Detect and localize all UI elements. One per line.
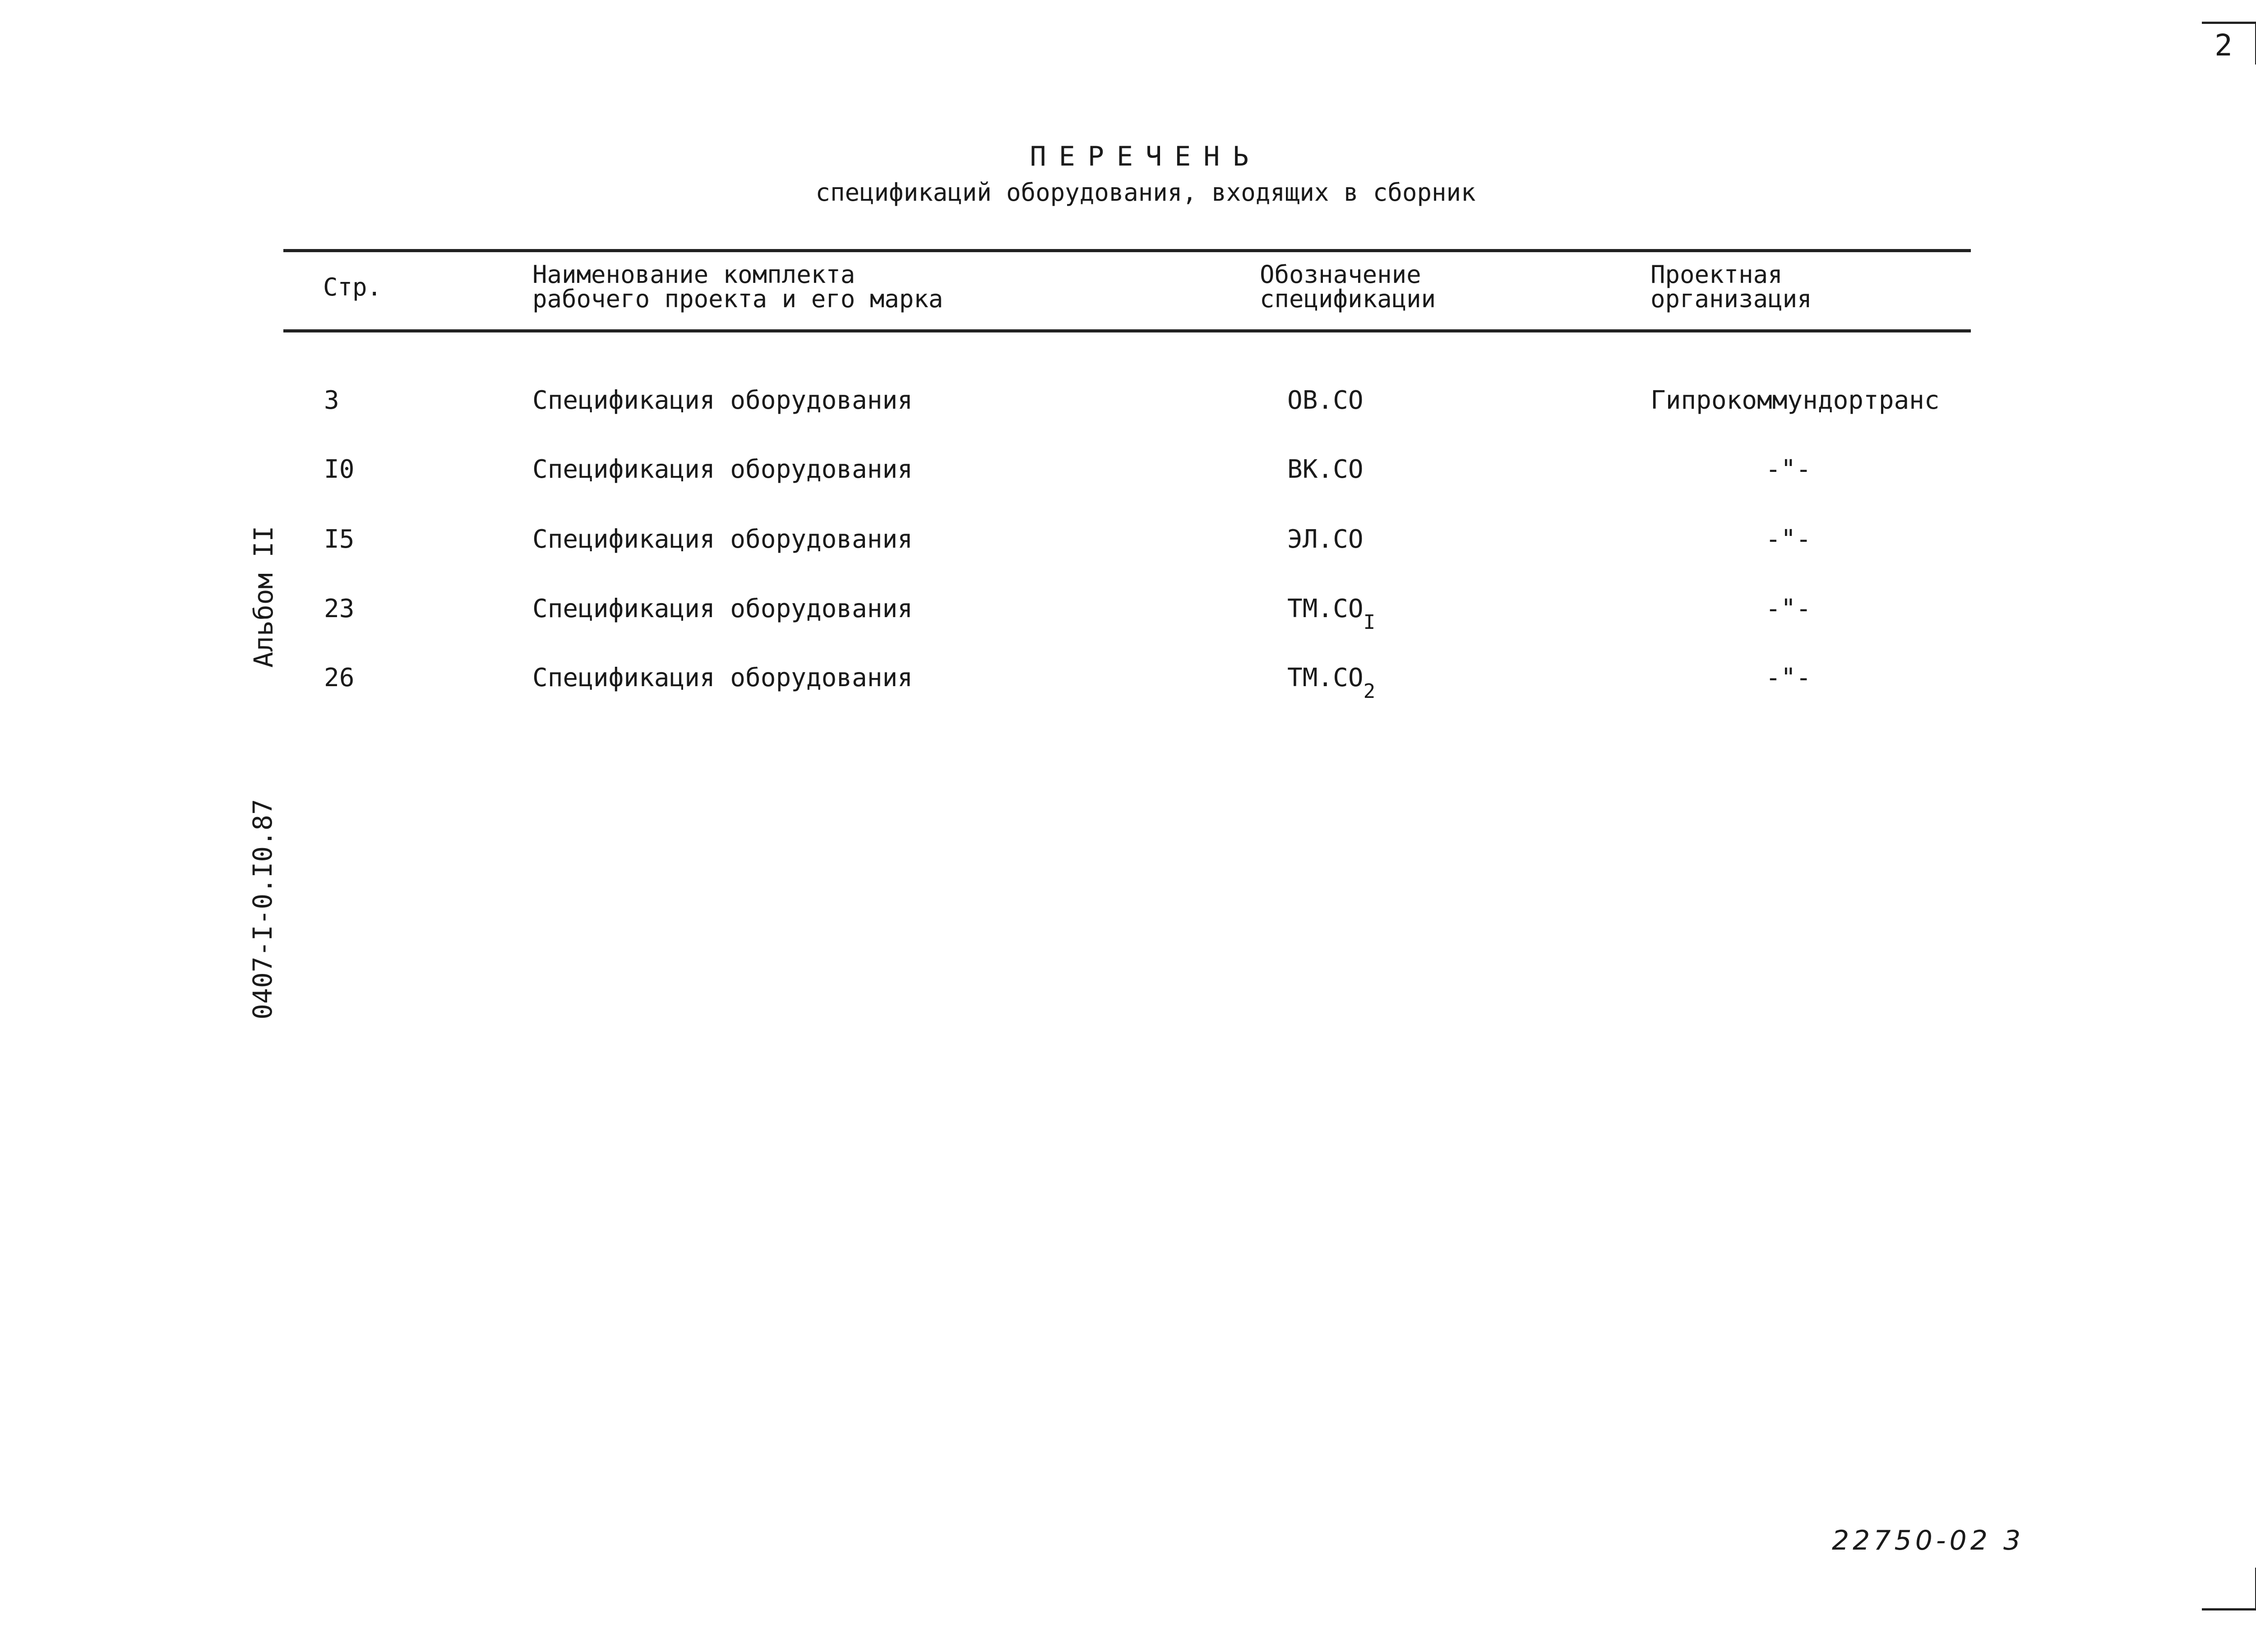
table-top-rule	[283, 249, 1971, 252]
row-code: ВК.СО	[1287, 455, 1364, 484]
row-name: Спецификация оборудования	[532, 663, 913, 692]
archive-stamp: 22750-02 3	[1832, 1525, 2025, 1556]
page-number: 2	[2214, 28, 2233, 63]
header-org: Проектная организация	[1650, 260, 1812, 313]
row-name: Спецификация оборудования	[532, 386, 913, 415]
bottom-corner-mark	[2202, 1568, 2256, 1610]
row-code: $ТМ.СО_I$	[1287, 594, 1376, 634]
row-page: 23	[324, 594, 355, 623]
document-title: ПЕРЕЧЕНЬ	[1030, 141, 1262, 172]
table-row	[283, 663, 1971, 704]
row-org: -"-	[1766, 663, 1812, 692]
row-org: Гипрокоммундортранс	[1650, 386, 1940, 415]
row-code: ОВ.СО	[1287, 386, 1364, 415]
row-org: -"-	[1766, 525, 1812, 554]
table-row	[283, 525, 1971, 565]
table-header-rule	[283, 329, 1971, 332]
row-page: I5	[324, 525, 355, 554]
header-page: Стр.	[323, 273, 382, 301]
album-label: Альбом II	[248, 526, 279, 668]
row-org: -"-	[1766, 594, 1812, 623]
table-row	[283, 455, 1971, 495]
document-subtitle: спецификаций оборудования, входящих в сборник	[815, 178, 1476, 207]
table-row	[283, 386, 1971, 426]
row-page: 3	[324, 386, 339, 415]
table-row	[283, 594, 1971, 635]
row-name: Спецификация оборудования	[532, 455, 913, 484]
row-page: 26	[324, 663, 355, 692]
header-name: Наименование комплекта рабочего проекта и его марка	[532, 260, 943, 313]
header-code: Обозначение спецификации	[1260, 260, 1436, 313]
document-code-label: 0407-I-0.I0.87	[247, 799, 278, 1020]
row-code: ЭЛ.СО	[1287, 525, 1364, 554]
row-page: I0	[324, 455, 355, 484]
row-code: $ТМ.СО_2$	[1287, 663, 1376, 703]
row-name: Спецификация оборудования	[532, 594, 913, 623]
row-name: Спецификация оборудования	[532, 525, 913, 554]
row-org: -"-	[1766, 455, 1812, 484]
